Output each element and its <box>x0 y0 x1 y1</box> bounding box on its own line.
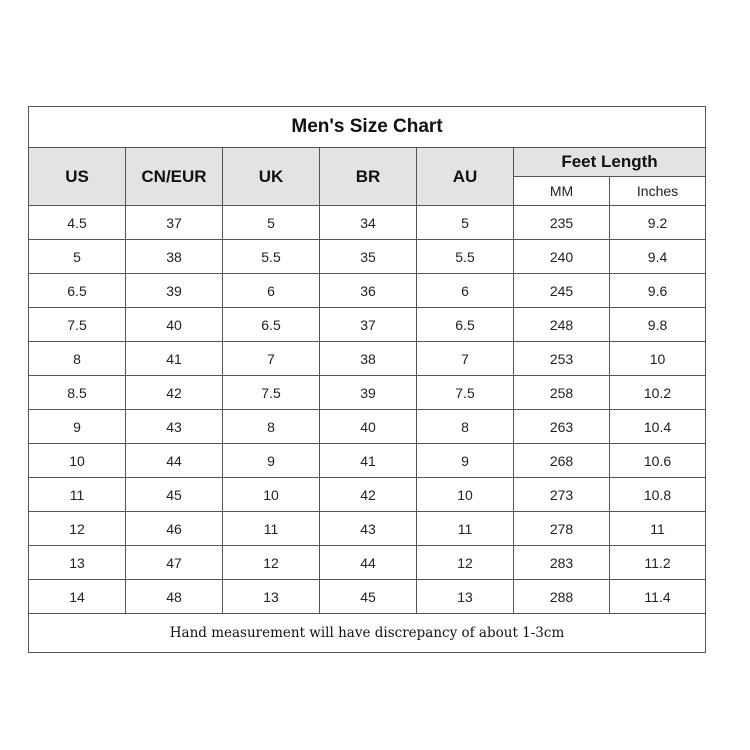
table-cell: 6.5 <box>29 274 126 308</box>
size-chart-table <box>28 106 706 653</box>
table-row <box>29 478 706 512</box>
table-row <box>29 580 706 614</box>
table-row <box>29 342 706 376</box>
table-cell: 8.5 <box>29 376 126 410</box>
table-cell: 10.8 <box>610 478 706 512</box>
table-cell: 9.2 <box>610 206 706 240</box>
table-cell: 12 <box>417 546 514 580</box>
column-header-au: AU <box>417 148 514 206</box>
table-cell: 12 <box>223 546 320 580</box>
table-cell: 37 <box>320 308 417 342</box>
column-header-mm: MM <box>514 177 610 206</box>
table-cell: 12 <box>29 512 126 546</box>
table-cell: 13 <box>29 546 126 580</box>
table-cell: 5 <box>223 206 320 240</box>
table-cell: 240 <box>514 240 610 274</box>
table-row <box>29 376 706 410</box>
table-row <box>29 410 706 444</box>
table-cell: 8 <box>417 410 514 444</box>
table-cell: 10.2 <box>610 376 706 410</box>
table-row <box>29 274 706 308</box>
table-cell: 6 <box>223 274 320 308</box>
table-cell: 5 <box>29 240 126 274</box>
table-cell: 47 <box>126 546 223 580</box>
table-cell: 5 <box>417 206 514 240</box>
table-cell: 37 <box>126 206 223 240</box>
table-cell: 48 <box>126 580 223 614</box>
table-cell: 42 <box>320 478 417 512</box>
table-cell: 9.8 <box>610 308 706 342</box>
table-cell: 235 <box>514 206 610 240</box>
table-row <box>29 546 706 580</box>
table-cell: 9.6 <box>610 274 706 308</box>
table-cell: 43 <box>126 410 223 444</box>
table-cell: 13 <box>223 580 320 614</box>
table-cell: 39 <box>126 274 223 308</box>
table-cell: 8 <box>29 342 126 376</box>
table-cell: 41 <box>126 342 223 376</box>
table-cell: 43 <box>320 512 417 546</box>
table-row <box>29 308 706 342</box>
table-cell: 10.6 <box>610 444 706 478</box>
table-cell: 38 <box>320 342 417 376</box>
table-cell: 245 <box>514 274 610 308</box>
chart-title: Men's Size Chart <box>29 107 706 148</box>
table-cell: 8 <box>223 410 320 444</box>
table-cell: 38 <box>126 240 223 274</box>
table-cell: 283 <box>514 546 610 580</box>
table-cell: 40 <box>320 410 417 444</box>
table-cell: 10 <box>223 478 320 512</box>
table-cell: 46 <box>126 512 223 546</box>
table-cell: 11.2 <box>610 546 706 580</box>
table-cell: 7.5 <box>417 376 514 410</box>
table-cell: 9 <box>417 444 514 478</box>
table-cell: 4.5 <box>29 206 126 240</box>
column-header-feet-length: Feet Length <box>514 148 706 177</box>
table-cell: 288 <box>514 580 610 614</box>
table-cell: 36 <box>320 274 417 308</box>
table-cell: 7.5 <box>223 376 320 410</box>
table-row <box>29 444 706 478</box>
table-cell: 10 <box>29 444 126 478</box>
table-row <box>29 206 706 240</box>
column-header-uk: UK <box>223 148 320 206</box>
table-cell: 6.5 <box>223 308 320 342</box>
table-cell: 6 <box>417 274 514 308</box>
column-header-us: US <box>29 148 126 206</box>
table-cell: 34 <box>320 206 417 240</box>
table-cell: 40 <box>126 308 223 342</box>
table-cell: 7.5 <box>29 308 126 342</box>
table-cell: 11 <box>223 512 320 546</box>
table-cell: 9.4 <box>610 240 706 274</box>
table-row <box>29 240 706 274</box>
table-cell: 14 <box>29 580 126 614</box>
table-cell: 45 <box>126 478 223 512</box>
table-body <box>29 206 706 614</box>
table-cell: 5.5 <box>223 240 320 274</box>
table-cell: 11.4 <box>610 580 706 614</box>
table-cell: 41 <box>320 444 417 478</box>
table-cell: 9 <box>223 444 320 478</box>
table-cell: 11 <box>610 512 706 546</box>
table-cell: 253 <box>514 342 610 376</box>
table-cell: 9 <box>29 410 126 444</box>
table-cell: 5.5 <box>417 240 514 274</box>
table-cell: 45 <box>320 580 417 614</box>
column-header-inches: Inches <box>610 177 706 206</box>
table-cell: 10 <box>610 342 706 376</box>
table-cell: 44 <box>126 444 223 478</box>
table-cell: 11 <box>29 478 126 512</box>
table-cell: 273 <box>514 478 610 512</box>
table-cell: 42 <box>126 376 223 410</box>
column-header-cn-eur: CN/EUR <box>126 148 223 206</box>
table-cell: 268 <box>514 444 610 478</box>
column-header-br: BR <box>320 148 417 206</box>
table-cell: 10.4 <box>610 410 706 444</box>
table-cell: 10 <box>417 478 514 512</box>
table-row <box>29 512 706 546</box>
table-cell: 248 <box>514 308 610 342</box>
table-cell: 44 <box>320 546 417 580</box>
table-cell: 39 <box>320 376 417 410</box>
table-cell: 7 <box>417 342 514 376</box>
table-cell: 11 <box>417 512 514 546</box>
table-cell: 258 <box>514 376 610 410</box>
table-cell: 6.5 <box>417 308 514 342</box>
table-cell: 35 <box>320 240 417 274</box>
table-cell: 278 <box>514 512 610 546</box>
table-cell: 13 <box>417 580 514 614</box>
table-cell: 7 <box>223 342 320 376</box>
table-cell: 263 <box>514 410 610 444</box>
footer-note: Hand measurement will have discrepancy of about 1-3cm <box>29 614 706 653</box>
